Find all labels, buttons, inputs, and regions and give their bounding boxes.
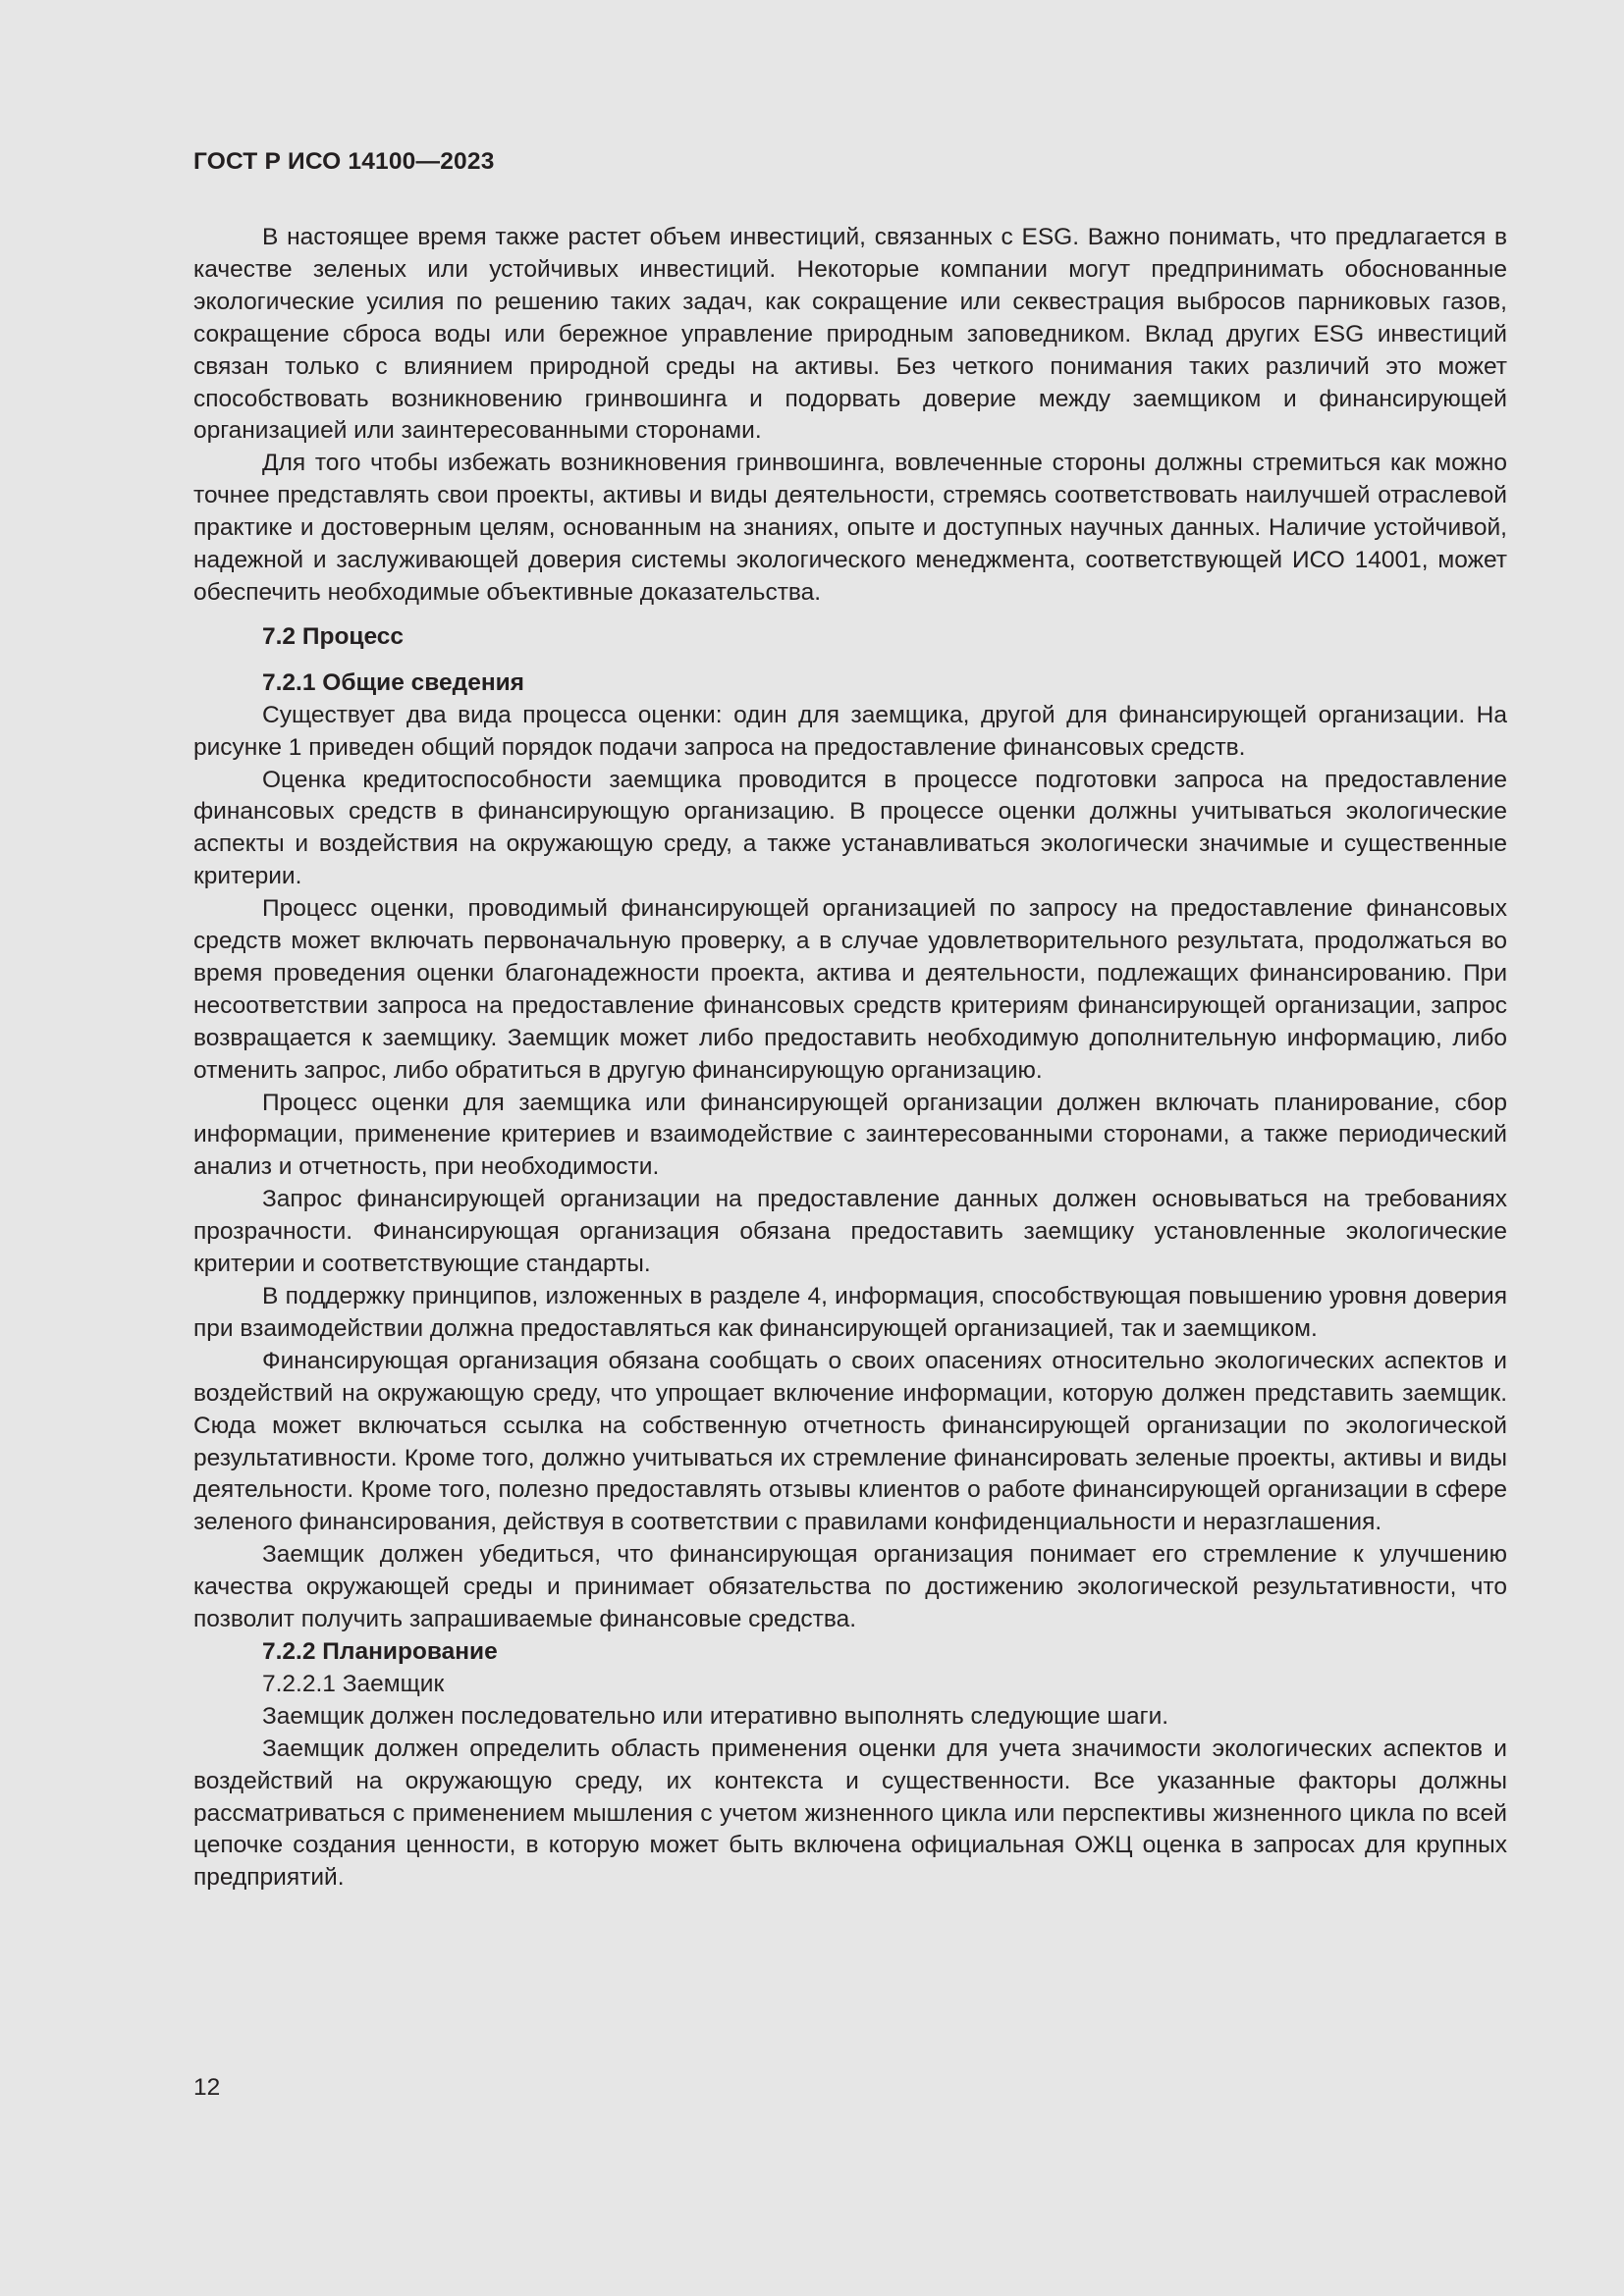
paragraph: Заемщик должен убедиться, что финансирующая организация понимает его стремление к улучшению качества окружающей среды и принимает обязательства по достижению экологической результативности, что позволит получить запрашиваемые финансовые средства. [193, 1541, 1507, 1633]
page-number: 12 [193, 2074, 221, 2101]
section-heading-7-2-2-1: 7.2.2.1 Заемщик [262, 1670, 445, 1697]
paragraph: Существует два вида процесса оценки: один для заемщика, другой для финансирующей организации. На рисунке 1 приведен общий порядок подачи запроса на предоставление финансовых средств. [193, 701, 1507, 761]
paragraph: Заемщик должен определить область применения оценки для учета значимости экологических аспектов и воздействий на окружающую среду, их контекста и существенности. Все указанные факторы должны рассматриваться с применением мышления с учетом жизненного цикла или перспективы жизненного цикла по всей цепочке создания ценности, в которую может быть включена официальная ОЖЦ оценка в запросах для крупных предприятий. [193, 1735, 1507, 1892]
document-header: ГОСТ Р ИСО 14100—2023 [193, 148, 495, 175]
section-heading-7-2-2: 7.2.2 Планирование [262, 1637, 498, 1665]
paragraph: Для того чтобы избежать возникновения гринвошинга, вовлеченные стороны должны стремиться как можно точнее представлять свои проекты, активы и виды деятельности, стремясь соответствовать наилучшей отраслевой практике и достоверным целям, основанным на знаниях, опыте и доступных научных данных. Наличие устойчивой, надежной и заслуживающей доверия системы экологического менеджмента, соответствующей ИСО 14001, может обеспечить необходимые объективные доказательства. [193, 450, 1507, 606]
paragraph: Финансирующая организация обязана сообщать о своих опасениях относительно экологических аспектов и воздействий на окружающую среду, что упрощает включение информации, которую должен представить заемщик. Сюда может включаться ссылка на собственную отчетность финансирующей организации по экологической результативности. Кроме того, должно учитываться их стремление финансировать зеленые проекты, активы и виды деятельности. Кроме того, полезно предоставлять отзывы клиентов о работе финансирующей организации в сфере зеленого финансирования, действуя в соответствии с правилами конфиденциальности и неразглашения. [193, 1347, 1507, 1536]
document-body [193, 222, 1507, 1895]
paragraph: Запрос финансирующей организации на предоставление данных должен основываться на требованиях прозрачности. Финансирующая организация обязана предоставить заемщику установленные экологические критерии и соответствующие стандарты. [193, 1186, 1507, 1278]
paragraph: Заемщик должен последовательно или итеративно выполнять следующие шаги. [262, 1702, 1169, 1730]
paragraph: В настоящее время также растет объем инвестиций, связанных с ESG. Важно понимать, что предлагается в качестве зеленых или устойчивых инвестиций. Некоторые компании могут предпринимать обоснованные экологические усилия по решению таких задач, как сокращение или секвестрация выбросов парниковых газов, сокращение сброса воды или бережное управление природным заповедником. Вклад других ESG инвестиций связан только с влиянием природной среды на активы. Без четкого понимания таких различий это может способствовать возникновению гринвошинга и подорвать доверие между заемщиком и финансирующей организацией или заинтересованными сторонами. [193, 224, 1507, 445]
section-heading-7-2-1: 7.2.1 Общие сведения [262, 668, 524, 696]
paragraph: Оценка кредитоспособности заемщика проводится в процессе подготовки запроса на предоставление финансовых средств в финансирующую организацию. В процессе оценки должны учитываться экологические аспекты и воздействия на окружающую среду, а также устанавливаться экологически значимые и существенные критерии. [193, 766, 1507, 890]
paragraph: Процесс оценки, проводимый финансирующей организацией по запросу на предоставление финансовых средств может включать первоначальную проверку, а в случае удовлетворительного результата, продолжаться во время проведения оценки благонадежности проекта, актива и деятельности, подлежащих финансированию. При несоответствии запроса на предоставление финансовых средств критериям финансирующей организации, запрос возвращается к заемщику. Заемщик может либо предоставить необходимую дополнительную информацию, либо отменить запрос, либо обратиться в другую финансирующую организацию. [193, 895, 1507, 1084]
paragraph: В поддержку принципов, изложенных в разделе 4, информация, способствующая повышению уровня доверия при взаимодействии должна предоставляться как финансирующей организацией, так и заемщиком. [193, 1283, 1507, 1342]
section-heading-7-2: 7.2 Процесс [262, 622, 405, 650]
paragraph: Процесс оценки для заемщика или финансирующей организации должен включать планирование, сбор информации, применение критериев и взаимодействие с заинтересованными сторонами, а также периодический анализ и отчетность, при необходимости. [193, 1089, 1507, 1181]
